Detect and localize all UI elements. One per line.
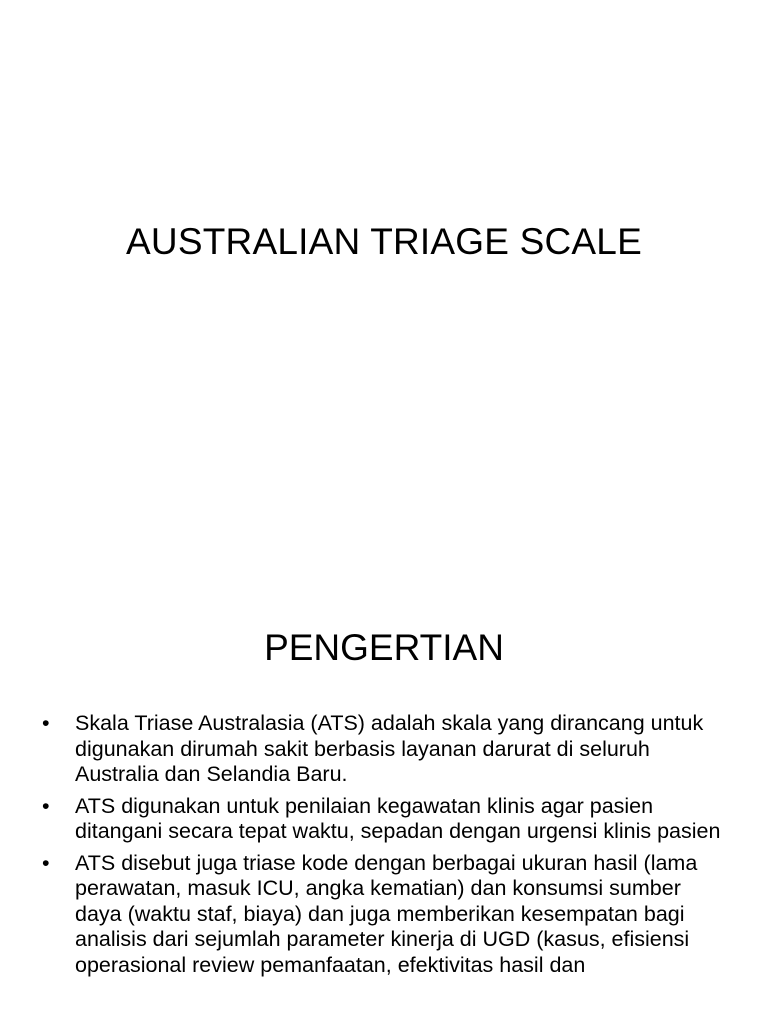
bullet-icon: • [42,850,50,875]
slide-title-heading: AUSTRALIAN TRIAGE SCALE [126,221,642,262]
bullet-text: ATS digunakan untuk penilaian kegawatan klinis agar pasien ditangani secara tepat waktu, sepadan dengan urgensi klinis pasien [75,793,721,843]
bullet-icon: • [42,711,50,735]
bullet-text: Skala Triase Australasia (ATS) adalah skala yang dirancang untuk digunakan dirumah sakit berbasis layanan darurat di seluruh Australia dan Selandia Baru. [75,711,704,786]
bullet-icon: • [42,793,50,818]
bullet-text: ATS disebut juga triase kode dengan berbagai ukuran hasil (lama perawatan, masuk ICU, angka kematian) dan konsumsi sumber daya (waktu staf, biaya) dan juga memberikan kesempatan bagi analisis dari sejumlah parameter kinerja di UGD (kasus, efisiensi operasional review pemanfaatan, efektivitas hasil dan [75,850,698,977]
list-item [40,851,730,979]
list-item [40,711,730,788]
list-item [40,794,730,845]
slide-pengertian-heading: PENGERTIAN [264,627,504,668]
bullet-list [40,711,730,984]
slide-pengertian [0,576,768,1024]
